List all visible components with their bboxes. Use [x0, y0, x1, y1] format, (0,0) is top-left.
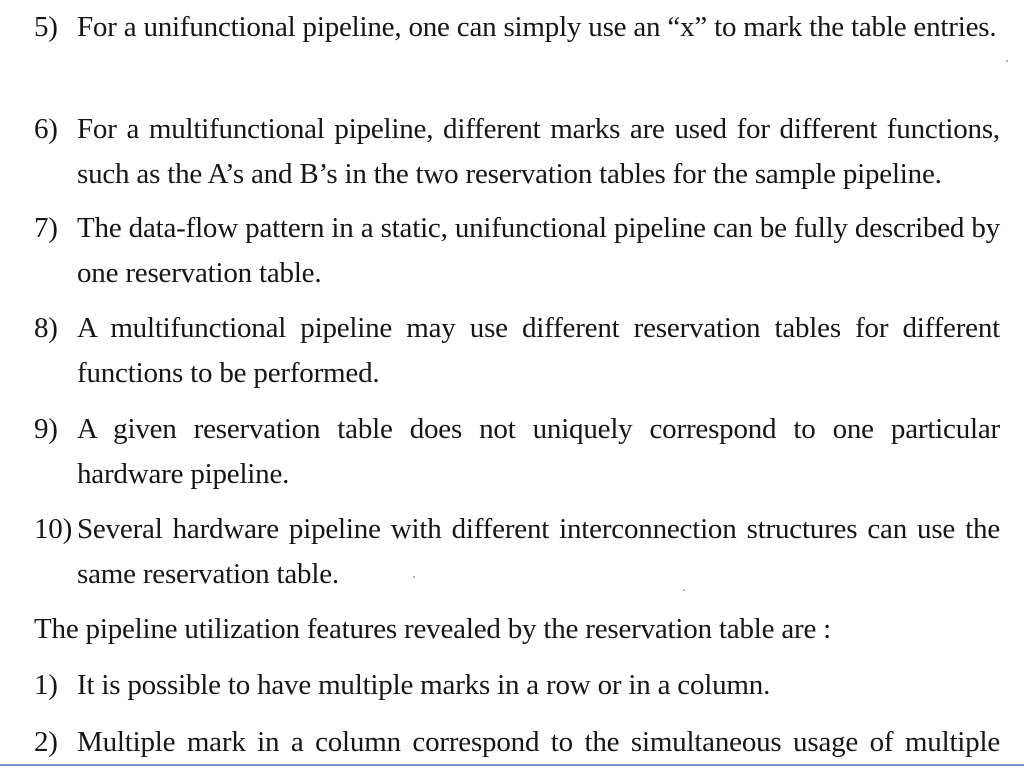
scan-speck	[1006, 60, 1008, 62]
list-item-text: Several hardware pipeline with different interconnection structures can use the same reservation table.	[77, 513, 1000, 590]
list-item-number: 9)	[34, 413, 58, 445]
list-item-number: 5)	[34, 11, 58, 43]
list-item-number: 8)	[34, 312, 58, 344]
list-item-number: 6)	[34, 113, 58, 145]
list-item-text: For a unifunctional pipeline, one can simply use an “x” to mark the table entries.	[77, 11, 997, 43]
feature-item-1	[34, 663, 1000, 708]
list-item-number: 10)	[34, 513, 73, 545]
list-item-10	[34, 507, 1000, 597]
scan-speck	[683, 589, 685, 591]
list-item-text: A multifunctional pipeline may use different reservation tables for different functions to be performed.	[77, 312, 1000, 389]
feature-item-2	[34, 720, 1000, 765]
list-item-number: 7)	[34, 212, 58, 244]
list-item-text: For a multifunctional pipeline, different marks are used for different functions, such as the A’s and B’s in the two reservation tables for the sample pipeline.	[77, 113, 1000, 190]
list-item-text: Multiple mark in a column correspond to the simultaneous usage of multiple	[77, 726, 1000, 758]
list-item-8	[34, 306, 1000, 396]
list-item-6	[34, 107, 1000, 197]
features-intro-paragraph: The pipeline utilization features revealed by the reservation table are :	[34, 613, 832, 645]
list-item-7	[34, 206, 1000, 296]
bottom-divider	[0, 764, 1024, 766]
list-item-5	[34, 5, 1000, 50]
list-item-9	[34, 407, 1000, 497]
list-item-text: A given reservation table does not uniquely correspond to one particular hardware pipeline.	[77, 413, 1000, 490]
list-item-number: 2)	[34, 726, 58, 758]
list-item-text: It is possible to have multiple marks in a row or in a column.	[77, 669, 771, 701]
list-item-number: 1)	[34, 669, 58, 701]
scan-speck	[413, 576, 415, 578]
list-item-text: The data-flow pattern in a static, unifunctional pipeline can be fully described by one reservation table.	[77, 212, 1000, 289]
